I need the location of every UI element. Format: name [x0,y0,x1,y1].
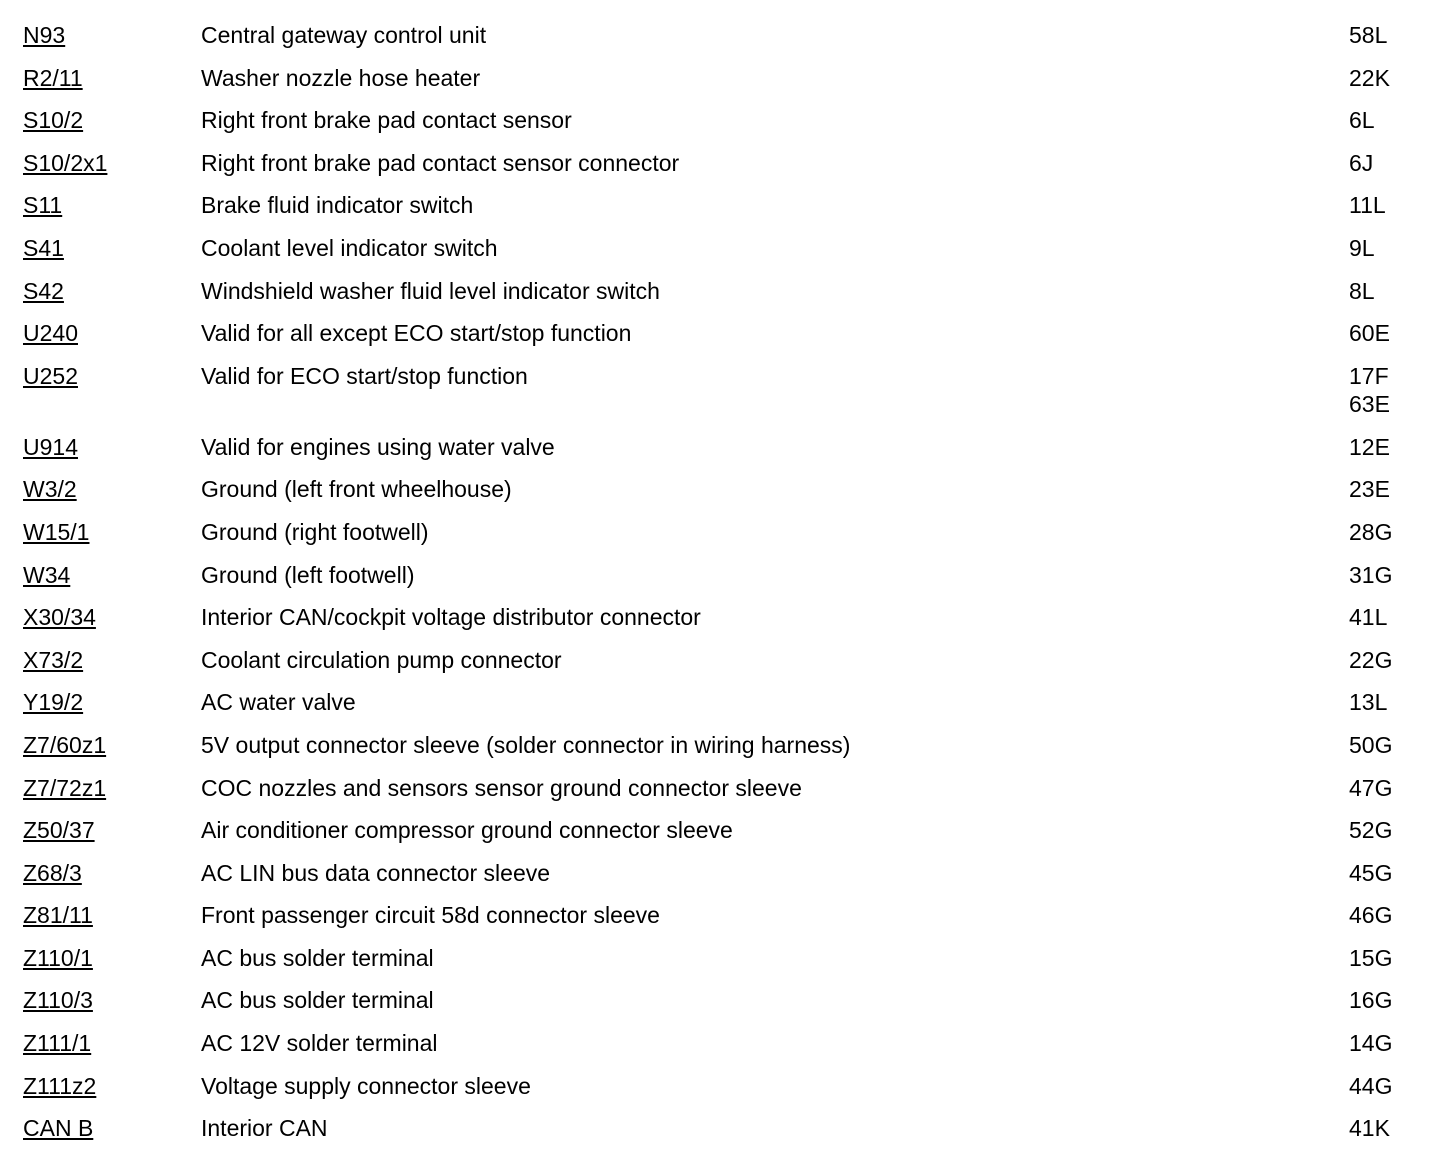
component-code-link[interactable]: S10/2 [23,107,84,134]
legend-row [0,426,1440,469]
legend-row [0,511,1440,554]
component-code-link[interactable]: S41 [23,234,64,261]
legend-row [0,724,1440,767]
component-description: Ground (left footwell) [201,561,415,588]
legend-row [0,57,1440,100]
grid-location [1349,603,1387,631]
legend-row [0,227,1440,270]
legend-row [0,596,1440,639]
component-description: Central gateway control unit [201,22,487,48]
legend-row [0,937,1440,980]
component-code-link[interactable]: S42 [23,277,64,304]
grid-location [1349,688,1387,716]
grid-location [1349,561,1392,589]
component-code-link[interactable]: Z110/3 [23,987,93,1014]
component-code-link[interactable]: N93 [23,22,66,48]
grid-location [1349,64,1390,92]
component-description: Voltage supply connector sleeve [201,1072,531,1099]
grid-location [1349,731,1392,759]
component-description: Brake fluid indicator switch [201,192,474,219]
grid-location [1349,106,1375,134]
grid-location-value: 13L [1349,689,1388,716]
grid-location-value: 50G [1349,731,1393,758]
component-legend [0,14,1440,1150]
grid-location [1349,149,1373,177]
legend-row [0,767,1440,810]
grid-location [1349,433,1390,461]
component-code-link[interactable]: Z50/37 [23,817,95,844]
component-code-link[interactable]: U914 [23,433,78,460]
component-description: Right front brake pad contact sensor connector [201,149,680,176]
component-code-link[interactable]: Z110/1 [23,944,93,971]
component-description: Interior CAN [201,1115,328,1142]
component-code-link[interactable]: Z111/1 [23,1030,92,1057]
legend-row [0,142,1440,185]
legend-row [0,852,1440,895]
component-description: Valid for all except ECO start/stop function [201,320,632,347]
component-code-link[interactable]: X30/34 [23,604,96,631]
grid-location-value: 6J [1349,149,1374,176]
grid-location [1349,816,1392,844]
component-description: Washer nozzle hose heater [201,64,481,91]
grid-location [1349,21,1387,49]
component-description: Coolant circulation pump connector [201,646,562,673]
component-description: Right front brake pad contact sensor [201,107,572,134]
component-code-link[interactable]: Z81/11 [23,902,93,929]
component-code-link[interactable]: W3/2 [23,476,77,503]
grid-location [1349,362,1390,418]
grid-location-value: 41K [1349,1115,1390,1142]
legend-row [0,809,1440,852]
grid-location-value: 23E [1349,476,1390,503]
legend-row [0,979,1440,1022]
grid-location [1349,944,1392,972]
legend-row [0,1022,1440,1065]
component-description: Ground (left front wheelhouse) [201,476,512,503]
grid-location [1349,1072,1392,1100]
grid-location [1349,986,1392,1014]
grid-location [1349,518,1392,546]
grid-location [1349,646,1392,674]
grid-location-value: 41L [1349,604,1388,631]
component-code-link[interactable]: W34 [23,561,71,588]
component-description: Valid for engines using water valve [201,433,555,460]
legend-row [0,554,1440,597]
component-description: Valid for ECO start/stop function [201,362,528,389]
component-code-link[interactable]: U240 [23,320,78,347]
legend-row [0,1107,1440,1150]
component-description: Front passenger circuit 58d connector sleeve [201,902,660,929]
grid-location-value: 16G [1349,987,1393,1014]
component-description: Windshield washer fluid level indicator switch [201,277,660,304]
grid-location-value: 31G [1349,561,1393,588]
component-code-link[interactable]: S10/2x1 [23,149,108,176]
grid-location-value: 12E [1349,433,1390,460]
component-description: Coolant level indicator switch [201,234,498,261]
legend-row [0,270,1440,313]
grid-location-value: 14G [1349,1030,1393,1057]
grid-location-value: 15G [1349,944,1393,971]
grid-location-value: 8L [1349,277,1375,304]
grid-location-value: 58L [1349,22,1388,48]
grid-location-value: 11L [1349,192,1386,219]
component-code-link[interactable]: Y19/2 [23,689,84,716]
legend-row [0,355,1440,426]
grid-location-value: 9L [1349,234,1375,261]
grid-location-value: 44G [1349,1072,1393,1099]
component-code-link[interactable]: W15/1 [23,518,90,545]
component-code-link[interactable]: CAN B [23,1115,94,1142]
grid-location [1349,901,1392,929]
grid-location-value: 63E [1349,390,1390,417]
grid-location-value: 47G [1349,774,1393,801]
legend-row [0,312,1440,355]
component-code-link[interactable]: S11 [23,192,63,219]
grid-location [1349,1114,1390,1142]
grid-location [1349,475,1390,503]
grid-location [1349,1029,1392,1057]
component-code-link[interactable]: Z68/3 [23,859,82,886]
component-description: AC bus solder terminal [201,944,434,971]
component-description: AC LIN bus data connector sleeve [201,859,551,886]
component-description: 5V output connector sleeve (solder connector in wiring harness) [201,731,851,758]
component-description: Air conditioner compressor ground connector sleeve [201,817,733,844]
component-description: AC water valve [201,689,356,716]
grid-location-value: 17F [1349,362,1389,389]
component-description: Ground (right footwell) [201,518,429,545]
grid-location-value: 22G [1349,646,1393,673]
grid-location [1349,774,1392,802]
legend-row [0,14,1440,57]
legend-row [0,99,1440,142]
component-code-link[interactable]: Z7/72z1 [23,774,107,801]
grid-location-value: 52G [1349,817,1393,844]
legend-row [0,894,1440,937]
legend-row [0,639,1440,682]
grid-location [1349,234,1375,262]
component-code-link[interactable]: Z7/60z1 [23,731,107,758]
grid-location-value: 60E [1349,320,1390,347]
component-code-link[interactable]: U252 [23,362,78,389]
component-description: AC 12V solder terminal [201,1030,438,1057]
component-description: COC nozzles and sensors sensor ground connector sleeve [201,774,802,801]
grid-location [1349,319,1390,347]
component-description: Interior CAN/cockpit voltage distributor connector [201,604,701,631]
component-description: AC bus solder terminal [201,987,434,1014]
grid-location-value: 6L [1349,107,1375,134]
grid-location-value: 46G [1349,902,1393,929]
component-code-link[interactable]: Z111z2 [23,1072,97,1099]
component-code-link[interactable]: X73/2 [23,646,84,673]
component-code-link[interactable]: R2/11 [23,64,83,91]
legend-row [0,184,1440,227]
grid-location [1349,191,1386,219]
legend-row [0,1065,1440,1108]
grid-location-value: 45G [1349,859,1393,886]
grid-location-value: 28G [1349,518,1393,545]
grid-location-value: 22K [1349,64,1390,91]
grid-location [1349,277,1375,305]
legend-row [0,681,1440,724]
grid-location [1349,859,1392,887]
legend-row [0,468,1440,511]
